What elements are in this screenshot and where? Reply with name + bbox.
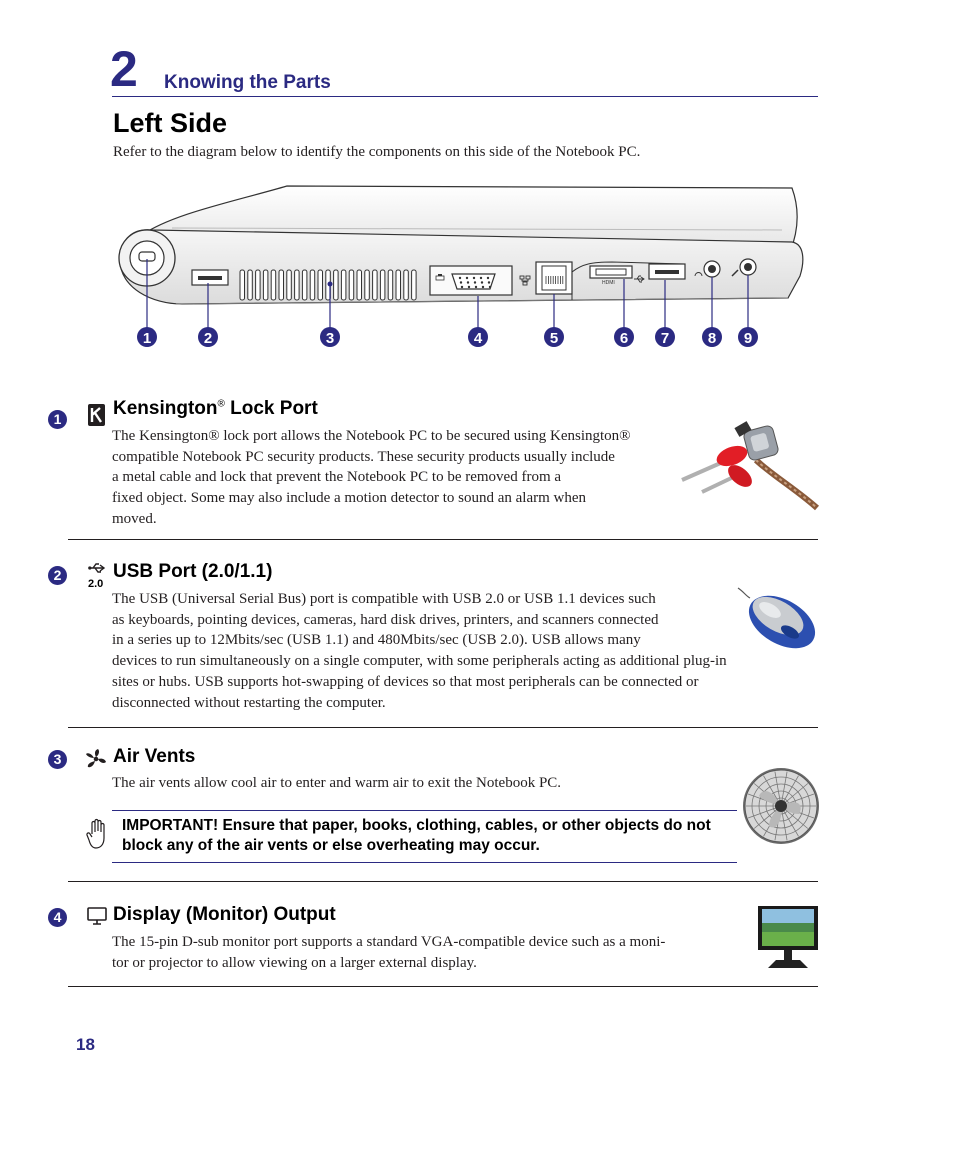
callout-9 xyxy=(738,327,758,347)
monitor-icon xyxy=(86,906,108,926)
callout-5 xyxy=(544,327,564,347)
body-line: compatible Notebook PC security products. These security products usually include xyxy=(112,448,615,465)
section-divider xyxy=(68,986,818,987)
body-line: fixed object. Some may also include a motion detector to sound an alarm when xyxy=(112,490,587,507)
callout-7 xyxy=(655,327,675,347)
usb-version-label: 2.0 xyxy=(88,578,104,590)
section-body xyxy=(112,773,732,794)
section-title: Display (Monitor) Output xyxy=(113,904,336,925)
usb-icon xyxy=(88,562,106,574)
body-line: in a series up to 12Mbits/sec (USB 1.1) and 480Mbits/sec (USB 2.0). USB allows many xyxy=(112,632,641,649)
section-number: 3 xyxy=(48,750,67,769)
section-divider xyxy=(68,727,818,728)
callout-6 xyxy=(614,327,634,347)
body-line: moved. xyxy=(112,510,157,527)
body-line: The air vents allow cool air to enter and warm air to exit the Notebook PC. xyxy=(112,775,562,791)
section-divider xyxy=(68,539,818,540)
body-line: disconnected without restarting the computer. xyxy=(112,694,386,711)
body-line: as keyboards, pointing devices, cameras, hard disk drives, printers, and scanners connected xyxy=(112,611,659,628)
body-line: The Kensington® lock port allows the Notebook PC to be secured using Kensington® xyxy=(112,428,631,444)
kensington-lock-image xyxy=(672,420,820,512)
section-number: 2 xyxy=(48,566,67,585)
intro-text: Refer to the diagram below to identify the components on this side of the Notebook PC. xyxy=(113,144,641,160)
page-title: Left Side xyxy=(113,108,228,138)
svg-text:8: 8 xyxy=(707,330,717,347)
header-divider xyxy=(112,96,818,97)
svg-text:5: 5 xyxy=(549,330,559,347)
fan-icon xyxy=(85,748,107,770)
mouse-image xyxy=(736,586,820,652)
vga-port xyxy=(430,266,512,295)
section-divider xyxy=(68,881,818,882)
section-number: 1 xyxy=(48,410,67,429)
hdmi-label: HDMI xyxy=(602,280,615,286)
section-title: USB Port (2.0/1.1) xyxy=(113,561,273,582)
important-bottom-rule xyxy=(112,862,737,863)
svg-text:3: 3 xyxy=(325,330,335,347)
important-top-rule xyxy=(112,810,737,811)
raised-hand-icon xyxy=(86,818,108,850)
svg-text:1: 1 xyxy=(142,330,152,347)
svg-text:6: 6 xyxy=(619,330,629,347)
callout-8 xyxy=(702,327,722,347)
section-number: 4 xyxy=(48,908,67,927)
body-line: tor or projector to allow viewing on a larger external display. xyxy=(112,954,477,971)
kensington-lock-icon xyxy=(87,403,106,427)
svg-text:9: 9 xyxy=(743,330,753,347)
section-title: Air Vents xyxy=(113,746,196,767)
body-line: sites or hubs. USB supports hot-swapping of devices so that most peripherals can be connected or xyxy=(112,673,699,690)
left-side-diagram xyxy=(112,180,812,360)
body-line: The USB (Universal Serial Bus) port is compatible with USB 2.0 or USB 1.1 devices such xyxy=(112,591,656,607)
section-body xyxy=(112,426,702,530)
body-line: a metal cable and lock that prevent the Notebook PC to be removed from a xyxy=(112,469,562,486)
chapter-number: 2 xyxy=(110,41,138,97)
callout-3 xyxy=(320,327,340,347)
svg-text:4: 4 xyxy=(473,330,483,347)
section-title: Kensington® Lock Port xyxy=(113,398,318,419)
section-body xyxy=(112,589,822,713)
callout-1 xyxy=(137,327,157,347)
monitor-image xyxy=(756,904,820,974)
chapter-title: Knowing the Parts xyxy=(164,72,331,93)
body-line: The 15-pin D-sub monitor port supports a standard VGA-compatible device such as a moni- xyxy=(112,934,666,950)
callout-4 xyxy=(468,327,488,347)
important-note: IMPORTANT! Ensure that paper, books, clothing, cables, or other objects do not block any of the air vents or else overheating may occur. xyxy=(122,817,711,854)
fan-image xyxy=(741,766,821,846)
page-number: 18 xyxy=(76,1035,95,1054)
svg-text:2: 2 xyxy=(203,330,213,347)
callout-2 xyxy=(198,327,218,347)
svg-text:7: 7 xyxy=(660,330,670,347)
section-body xyxy=(112,932,752,973)
body-line: devices to run simultaneously on a single computer, with some peripherals acting as additional plug-in xyxy=(112,653,727,670)
